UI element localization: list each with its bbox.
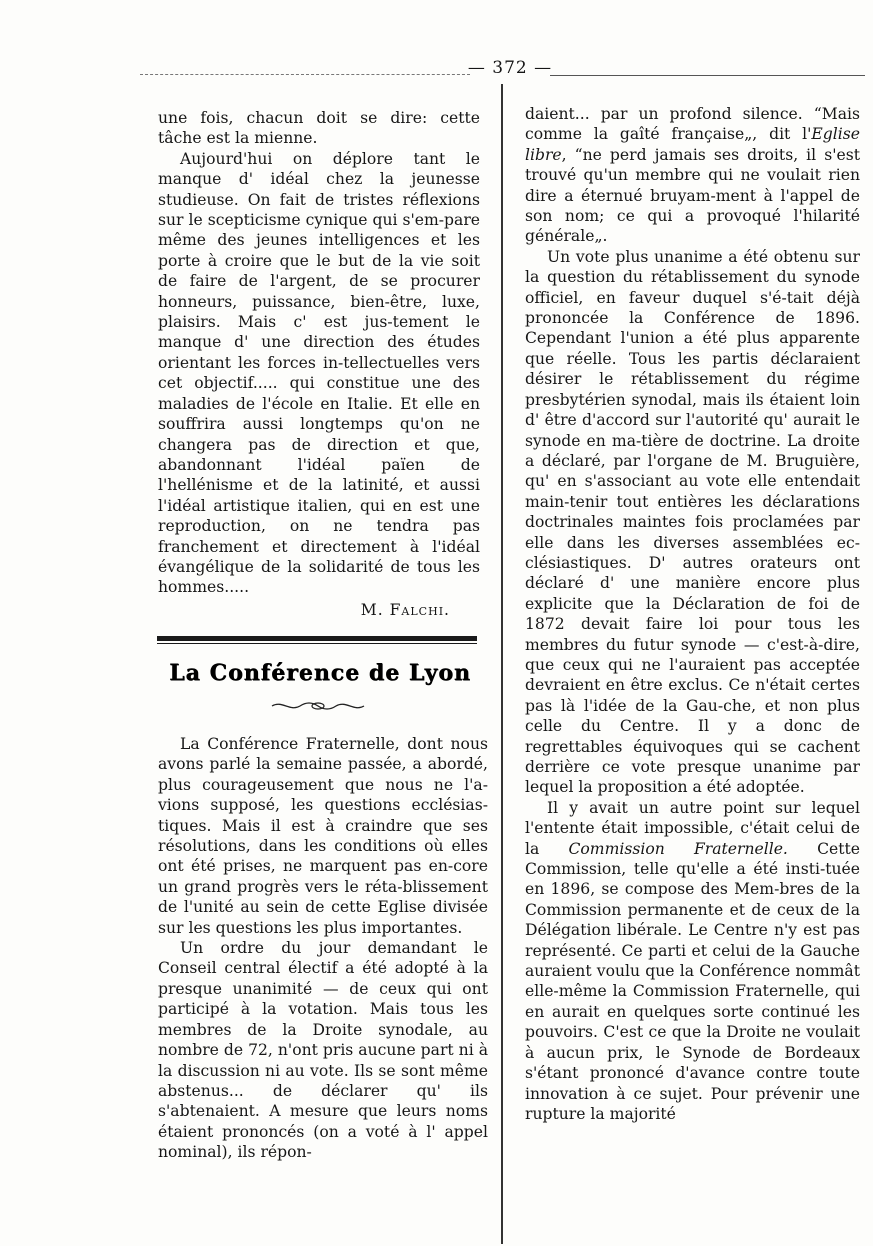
paragraph: La Conférence Fraternelle, dont nous avons parlé la semaine passée, a abordé, plus courageusement que nous ne l'a-vions supposé, les questions ecclésias-tiques. Mais il est à craindre que ses résolutions, dans les conditions où elles ont été prises, ne marquent pas en-core un grand progrès vers le réta-blissement de l'unité au sein de cette Eglise divisée sur les questions les plus importantes. xyxy=(158,735,488,937)
article-title: La Conférence de Lyon xyxy=(169,660,471,686)
section-rule-thin xyxy=(157,643,477,644)
italic-term: Commission Fraternelle. xyxy=(568,839,788,858)
text-run: , “ne perd jamais ses droits, il s'est trouvé qu'un membre qui ne voulait rien dire a éternué bruyam-ment à l'appel de son nom; ce qui a provoqué l'hilarité générale„. xyxy=(525,145,860,246)
ornament-flourish xyxy=(268,698,368,714)
text-run: Il y avait un autre point sur lequel l'entente était impossible, c'était celui de la xyxy=(525,798,860,858)
paragraph xyxy=(525,104,860,247)
previous-article xyxy=(158,108,480,620)
paragraph: une fois, chacun doit se dire: cette tâche est la mienne. xyxy=(158,109,480,148)
author-signature: M. Falchi. xyxy=(360,600,450,619)
paragraph: Un ordre du jour demandant le Conseil central électif a été adopté à la presque unanimité — de ceux qui ont participé à la votation. Mais tous les membres de la Droite synodale, au nombre de 72, n'ont pris aucune part ni à la discussion ni au vote. Ils se sont même abstenus... de déclarer qu' ils s'abtenaient. A mesure que leurs noms étaient prononcés (on a voté à l' appel nominal), ils répon- xyxy=(158,939,488,1162)
text-run: daient... par un profond silence. “Mais comme la gaîté française„, dit l' xyxy=(525,105,860,144)
page-number: — 372 — xyxy=(467,58,553,78)
column-divider xyxy=(501,84,503,1244)
article-body-right xyxy=(525,104,860,1124)
text-run: Cette Commission, telle qu'elle a été insti-tuée en 1896, se compose des Mem-bres de la Commission permanente et de ceux de la Délégation libérale. Le Centre n'y est pas représenté. Ce parti et celui de la Gauche auraient voulu que la Conférence nommât elle-même la Commission Fraternelle, qui en aurait en quelques sorte continué les pouvoirs. C'est ce que la Droite ne voulait à aucun prix, le Synode de Bordeaux s'étant prononcé d'avance contre toute innovation à ce sujet. Pour prévenir une rupture la majorité xyxy=(525,839,860,1123)
paragraph xyxy=(525,798,860,1125)
header-dotted-rule xyxy=(140,74,470,75)
article-body-left xyxy=(158,734,488,1163)
paragraph: Aujourd'hui on déplore tant le manque d' idéal chez la jeunesse studieuse. On fait de tristes réflexions sur le scepticisme cynique qui s'em-pare même des jeunes intelligences et les porte à croire que le but de la vie soit de faire de l'argent, de se procurer honneurs, puissance, bien-être, luxe, plaisirs. Mais c' est jus-tement le manque d' une direction des études orientant les forces in-tellectuelles vers cet objectif..... qui constitue une des maladies de l'école en Italie. Et elle en souffrira aussi longtemps qu'on ne changera pas de direction et que, abandonnant l'idéal païen de l'hellénisme et de la latinité, et aussi l'idéal artistique italien, qui en est une reproduction, on ne tendra pas franchement et directement à l'idéal évangélique de la solidarité de tous les hommes..... xyxy=(158,149,480,597)
paragraph: Un vote plus unanime a été obtenu sur la question du rétablissement du synode officiel, en faveur duquel s'é-tait déjà prononcée la Conférence de 1896. Cependant l'union a été plus apparente que réelle. Tous les partis déclaraient désirer le rétablissement du régime presbytérien synodal, mais ils étaient loin d' être d'accord sur l'autorité qu' aurait le synode en ma-tière de doctrine. La droite a déclaré, par l'organe de M. Bruguière, qu' en s'associant au vote elle entendait main-tenir tout entières les déclarations doctrinales maintes fois proclamées par elle dans les diverses assemblées ec-clésiastiques. D' autres orateurs ont déclaré d' une manière encore plus explicite que la Déclaration de foi de 1872 devait faire loi pour tous les membres du futur synode — c'est-à-dire, que ceux qui ne l'auraient pas acceptée devraient en être exclus. Ce n'était certes pas là l'idée de la Gau-che, et non plus celle du Centre. Il y a donc de regrettables équivoques qui se cachent derrière ce vote presque unanime par lequel la proposition a été adoptée. xyxy=(525,247,860,797)
section-rule-thick xyxy=(157,636,477,641)
header-rule xyxy=(550,75,865,76)
italic-title: Eglise libre xyxy=(525,125,860,164)
